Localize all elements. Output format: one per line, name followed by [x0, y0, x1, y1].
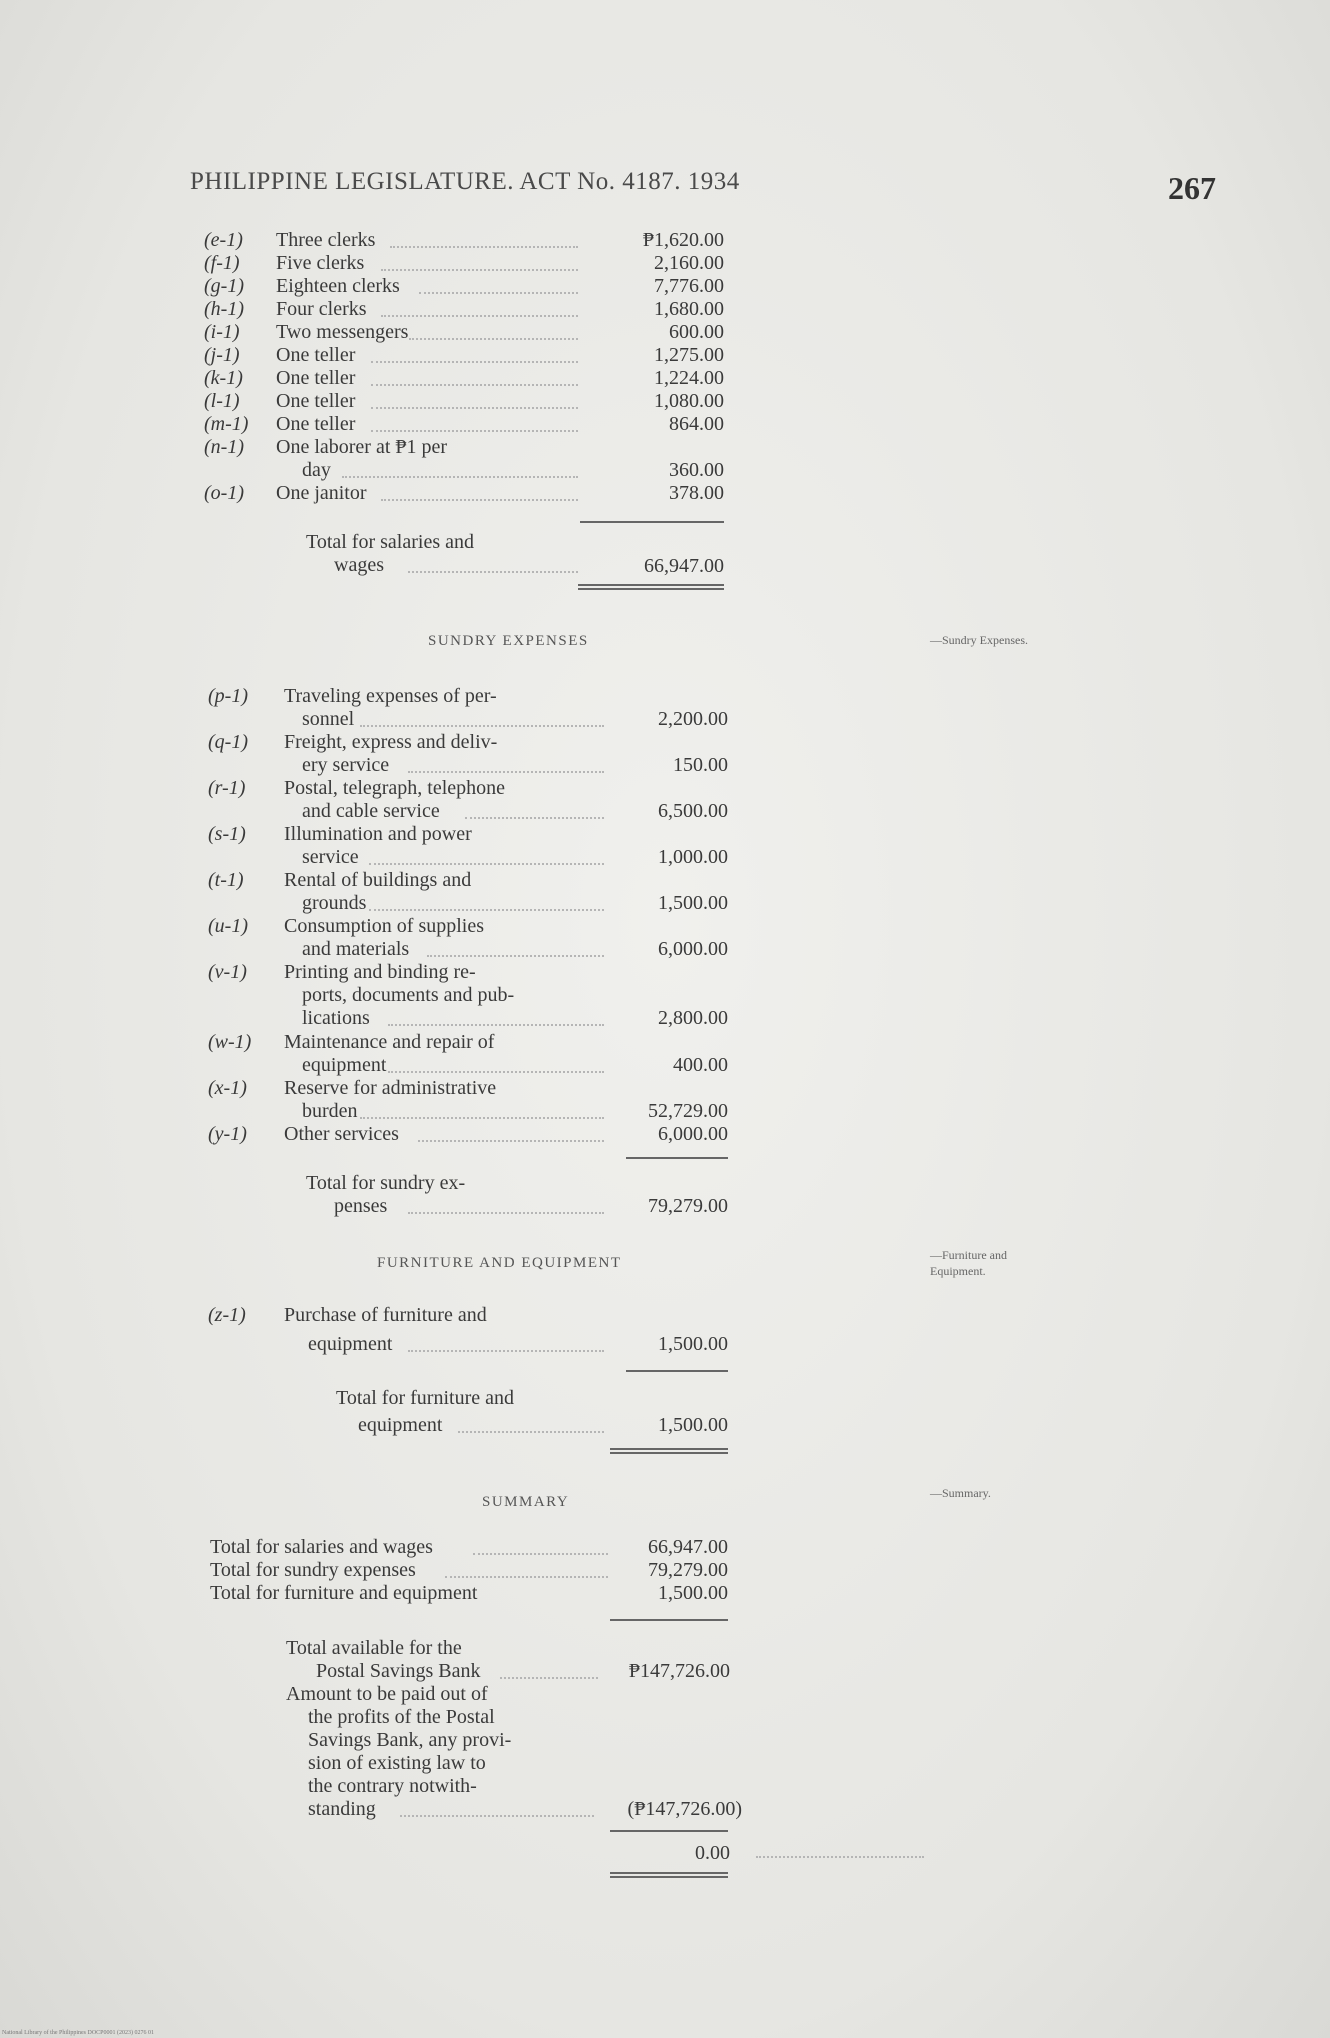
total-rule	[626, 1370, 728, 1372]
dot-leader	[371, 361, 578, 363]
total-rule	[610, 1619, 728, 1621]
profits-label-line: standing	[308, 1798, 376, 1820]
item-amount: 150.00	[673, 754, 728, 776]
double-rule	[578, 584, 724, 590]
item-label-cont: service	[302, 846, 359, 868]
item-key: (r-1)	[208, 777, 246, 799]
summary-line-amount: 1,500.00	[658, 1582, 728, 1604]
dot-leader	[381, 499, 579, 501]
item-key: (g-1)	[204, 275, 244, 297]
item-label-cont: day	[302, 459, 331, 481]
dot-leader	[388, 1024, 604, 1026]
item-amount: 6,000.00	[658, 938, 728, 960]
total-label-line2: penses	[334, 1195, 388, 1217]
item-amount: ₱1,620.00	[642, 229, 724, 251]
item-label: One teller	[276, 413, 356, 435]
item-key: (q-1)	[208, 731, 248, 753]
total-amount: 79,279.00	[648, 1195, 728, 1217]
total-label-line1: Total for furniture and	[336, 1387, 514, 1409]
item-key: (p-1)	[208, 685, 248, 707]
item-label: Traveling expenses of per-	[284, 685, 497, 707]
total-label-line1: Total for sundry ex-	[306, 1172, 466, 1194]
dot-leader	[371, 430, 578, 432]
dot-leader	[465, 817, 604, 819]
item-label-cont: ery service	[302, 754, 390, 776]
item-amount: 2,200.00	[658, 708, 728, 730]
item-amount: 400.00	[673, 1054, 728, 1076]
item-amount: 864.00	[669, 413, 724, 435]
dot-leader	[371, 384, 578, 386]
item-label-cont: equipment	[302, 1054, 387, 1076]
profits-label-line: the profits of the Postal	[308, 1706, 495, 1728]
profits-label-line: the contrary notwith-	[308, 1775, 477, 1797]
item-key: (s-1)	[208, 823, 246, 845]
item-key: (t-1)	[208, 869, 244, 891]
item-amount: 1,000.00	[658, 846, 728, 868]
summary-line-amount: 66,947.00	[648, 1536, 728, 1558]
item-amount: 6,500.00	[658, 800, 728, 822]
item-label: Three clerks	[276, 229, 376, 251]
furniture-margin-note-1: —Furniture and	[930, 1248, 1007, 1262]
total-label-line2: equipment	[358, 1414, 443, 1436]
item-label: Maintenance and repair of	[284, 1031, 495, 1053]
summary-line-label: Total for salaries and wages	[210, 1536, 433, 1558]
item-amount: 7,776.00	[654, 275, 724, 297]
sundry-margin-note: —Sundry Expenses.	[930, 633, 1028, 647]
item-label: One teller	[276, 367, 356, 389]
dot-leader	[408, 1350, 604, 1352]
dot-leader	[381, 269, 579, 271]
dot-leader	[408, 1212, 604, 1214]
item-label: Purchase of furniture and	[284, 1304, 487, 1326]
item-label: One teller	[276, 390, 356, 412]
dot-leader	[400, 1815, 594, 1817]
item-key: (l-1)	[204, 390, 240, 412]
item-label-cont: sonnel	[302, 708, 355, 730]
furniture-heading: FURNITURE AND EQUIPMENT	[377, 1255, 622, 1271]
available-label-line2: Postal Savings Bank	[316, 1660, 481, 1682]
available-label-line1: Total available for the	[286, 1637, 462, 1659]
item-label: Five clerks	[276, 252, 365, 274]
item-amount: 360.00	[669, 459, 724, 481]
dot-leader	[369, 909, 604, 911]
item-label: Consumption of supplies	[284, 915, 485, 937]
dot-leader	[390, 246, 578, 248]
item-amount: 1,080.00	[654, 390, 724, 412]
item-key: (y-1)	[208, 1123, 247, 1145]
dot-leader	[381, 315, 579, 317]
running-header: PHILIPPINE LEGISLATURE. ACT No. 4187. 1934	[190, 168, 740, 195]
item-key: (h-1)	[204, 298, 244, 320]
item-label: Freight, express and deliv-	[284, 731, 498, 753]
item-amount: 52,729.00	[648, 1100, 728, 1122]
dot-leader	[756, 1856, 924, 1858]
total-rule	[610, 1830, 728, 1832]
total-rule	[580, 521, 724, 523]
item-key: (n-1)	[204, 436, 244, 458]
profits-amount: (₱147,726.00)	[627, 1798, 742, 1820]
dot-leader	[500, 1677, 598, 1679]
item-label-cont: lications	[302, 1007, 370, 1029]
item-amount: 1,500.00	[658, 892, 728, 914]
item-amount: 2,160.00	[654, 252, 724, 274]
total-label-line1: Total for salaries and	[306, 531, 474, 553]
item-label-cont: equipment	[308, 1333, 393, 1355]
item-label: Four clerks	[276, 298, 367, 320]
item-label: Printing and binding re-	[284, 961, 476, 983]
dot-leader	[388, 1071, 604, 1073]
item-label: Rental of buildings and	[284, 869, 472, 891]
dot-leader	[360, 1117, 604, 1119]
available-amount: ₱147,726.00	[628, 1660, 730, 1682]
dot-leader	[445, 1576, 608, 1578]
item-label-cont: and materials	[302, 938, 410, 960]
item-label: One janitor	[276, 482, 367, 504]
item-label-cont: ports, documents and pub-	[302, 984, 515, 1006]
dot-leader	[473, 1553, 608, 1555]
profits-label-line: Savings Bank, any provi-	[308, 1729, 512, 1751]
item-label: Reserve for administrative	[284, 1077, 497, 1099]
item-label-cont: and cable service	[302, 800, 440, 822]
dot-leader	[371, 407, 578, 409]
item-key: (f-1)	[204, 252, 240, 274]
dot-leader	[408, 571, 578, 573]
item-key: (o-1)	[204, 482, 244, 504]
item-key: (m-1)	[204, 413, 249, 435]
total-amount: 66,947.00	[644, 555, 724, 577]
item-amount: 1,680.00	[654, 298, 724, 320]
sundry-heading: SUNDRY EXPENSES	[428, 633, 589, 649]
summary-heading: SUMMARY	[482, 1494, 570, 1510]
profits-label-line: Amount to be paid out of	[286, 1683, 488, 1705]
item-amount: 1,500.00	[658, 1333, 728, 1355]
item-amount: 6,000.00	[658, 1123, 728, 1145]
item-key: (x-1)	[208, 1077, 247, 1099]
item-key: (z-1)	[208, 1304, 246, 1326]
dot-leader	[360, 725, 604, 727]
dot-leader	[409, 338, 578, 340]
item-amount: 1,275.00	[654, 344, 724, 366]
summary-line-label: Total for sundry expenses	[210, 1559, 416, 1581]
dot-leader	[427, 955, 604, 957]
profits-label-line: sion of existing law to	[308, 1752, 486, 1774]
item-amount: 378.00	[669, 482, 724, 504]
dot-leader	[458, 1431, 604, 1433]
double-rule	[610, 1872, 728, 1878]
total-amount: 1,500.00	[658, 1414, 728, 1436]
item-label-cont: burden	[302, 1100, 358, 1122]
double-rule	[610, 1448, 728, 1454]
summary-line-amount: 79,279.00	[648, 1559, 728, 1581]
item-label: Other services	[284, 1123, 399, 1145]
item-label-cont: grounds	[302, 892, 367, 914]
total-rule	[626, 1157, 728, 1159]
item-key: (e-1)	[204, 229, 243, 251]
page-number: 267	[1168, 170, 1216, 206]
item-key: (u-1)	[208, 915, 248, 937]
item-key: (v-1)	[208, 961, 247, 983]
item-amount: 1,224.00	[654, 367, 724, 389]
dot-leader	[408, 771, 604, 773]
item-key: (i-1)	[204, 321, 240, 343]
item-label: One laborer at ₱1 per	[276, 436, 448, 458]
item-label: Eighteen clerks	[276, 275, 400, 297]
total-label-line2: wages	[334, 554, 384, 576]
dot-leader	[419, 292, 579, 294]
item-amount: 2,800.00	[658, 1007, 728, 1029]
item-key: (w-1)	[208, 1031, 252, 1053]
item-key: (k-1)	[204, 367, 243, 389]
item-label: One teller	[276, 344, 356, 366]
scan-footer: National Library of the Philippines DOCP0001 (2023) 0276 01	[2, 2030, 154, 2036]
dot-leader	[418, 1140, 604, 1142]
item-amount: 600.00	[669, 321, 724, 343]
item-key: (j-1)	[204, 344, 240, 366]
summary-line-label: Total for furniture and equipment	[210, 1582, 478, 1604]
furniture-margin-note-2: Equipment.	[930, 1264, 986, 1278]
summary-margin-note: —Summary.	[930, 1486, 991, 1500]
dot-leader	[342, 476, 578, 478]
item-label: Illumination and power	[284, 823, 472, 845]
item-label: Postal, telegraph, telephone	[284, 777, 506, 799]
balance-amount: 0.00	[695, 1842, 730, 1864]
item-label: Two messengers	[276, 321, 409, 343]
dot-leader	[369, 863, 604, 865]
